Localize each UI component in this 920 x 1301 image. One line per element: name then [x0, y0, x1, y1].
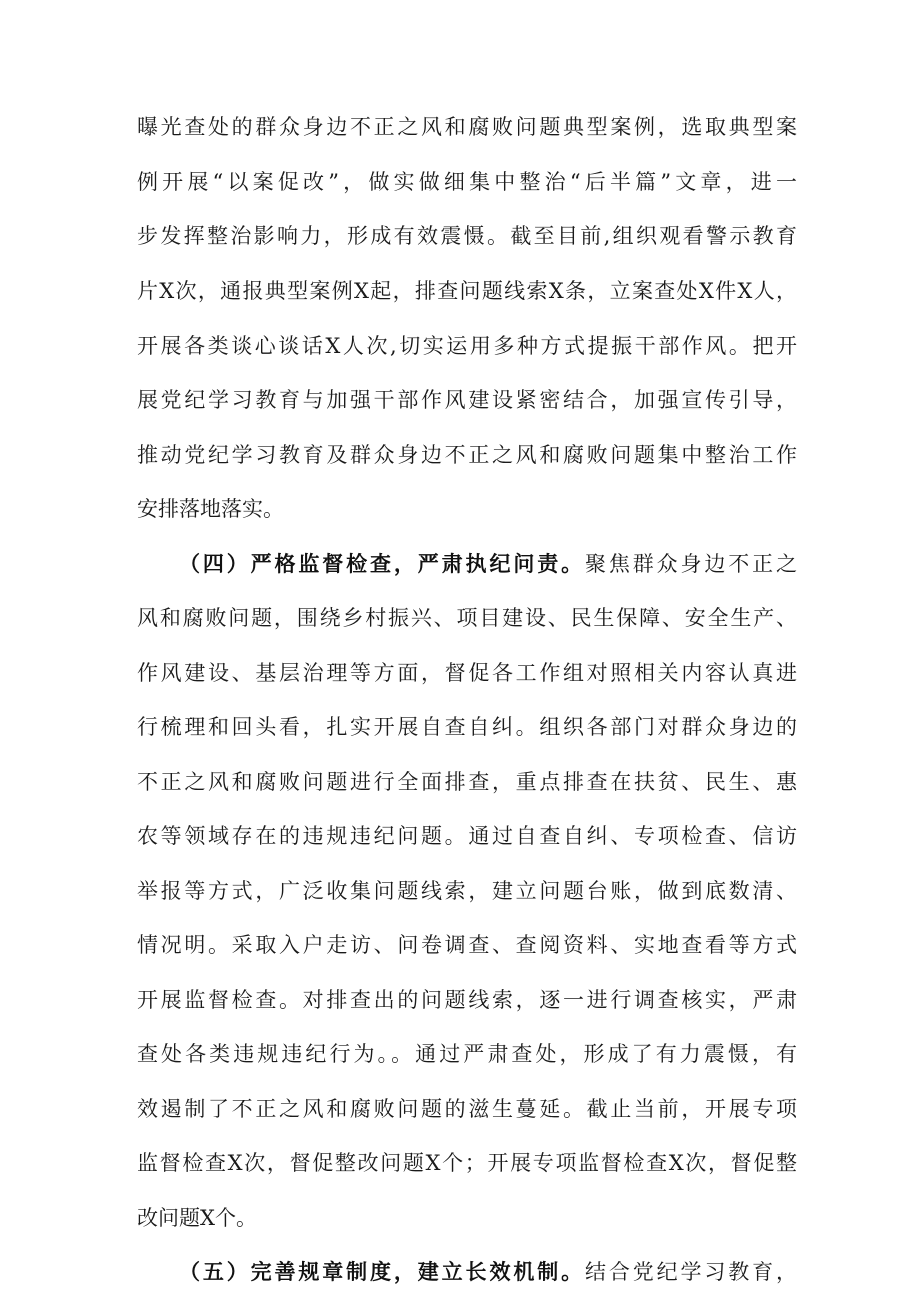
- section-heading-5: （五）完善规章制度，建立长效机制。: [179, 1260, 585, 1284]
- paragraph-1-line-4: 片X次，通报典型案例X起，排查问题线索X条，立案查处X件X人，: [137, 279, 797, 303]
- paragraph-1-line-7: 推动党纪学习教育及群众身边不正之风和腐败问题集中整治工作: [137, 443, 797, 467]
- paragraph-2-line-13: 改问题X个。: [137, 1206, 257, 1230]
- paragraph-2-line-11: 效遏制了不正之风和腐败问题的滋生蔓延。截止当前，开展专项: [137, 1097, 797, 1121]
- paragraph-2-line-9: 开展监督检查。对排查出的问题线索，逐一进行调查核实，严肃: [137, 988, 797, 1012]
- paragraph-2-line-6: 农等领域存在的违规违纪问题。通过自查自纠、专项检查、信访: [137, 824, 797, 848]
- paragraph-1-line-6: 展党纪学习教育与加强干部作风建设紧密结合，加强宣传引导，: [137, 388, 797, 412]
- paragraph-3-first-line: [179, 1257, 797, 1287]
- paragraph-1-line-2: 例开展“以案促改”，做实做细集中整治“后半篇”文章，进一: [137, 170, 797, 194]
- paragraph-2-line-12: 监督检查X次，督促整改问题X个；开展专项监督检查X次，督促整: [137, 1151, 797, 1175]
- paragraph-1-line-8: 安排落地落实。: [137, 497, 284, 521]
- paragraph-2-first-line: [179, 549, 797, 579]
- paragraph-2-line-3: 作风建设、基层治理等方面，督促各工作组对照相关内容认真进: [137, 661, 797, 685]
- paragraph-2-line-7: 举报等方式，广泛收集问题线索，建立问题台账，做到底数清、: [137, 879, 797, 903]
- paragraph-3-first-line-text: 结合党纪学习教育，: [584, 1260, 798, 1284]
- paragraph-1-line-3: 步发挥整治影响力，形成有效震慑。截至目前,组织观看警示教育: [137, 224, 797, 248]
- paragraph-2-line-5: 不正之风和腐败问题进行全面排查，重点排查在扶贫、民生、惠: [137, 770, 797, 794]
- paragraph-2-line-10: 查处各类违规违纪行为。。通过严肃查处，形成了有力震慑，有: [137, 1042, 797, 1066]
- paragraph-1-line-1: 曝光查处的群众身边不正之风和腐败问题典型案例，选取典型案: [137, 115, 797, 139]
- section-heading-4: （四）严格监督检查，严肃执纪问责。: [179, 552, 585, 576]
- paragraph-2-line-4: 行梳理和回头看，扎实开展自查自纠。组织各部门对群众身边的: [137, 715, 797, 739]
- paragraph-2-line-2: 风和腐败问题，围绕乡村振兴、项目建设、民生保障、安全生产、: [137, 606, 797, 630]
- paragraph-1-line-5: 开展各类谈心谈话X人次,切实运用多种方式提振干部作风。把开: [137, 334, 797, 358]
- paragraph-2-first-line-text: 聚焦群众身边不正之: [584, 552, 798, 576]
- paragraph-2-line-8: 情况明。采取入户走访、问卷调查、查阅资料、实地查看等方式: [137, 933, 797, 957]
